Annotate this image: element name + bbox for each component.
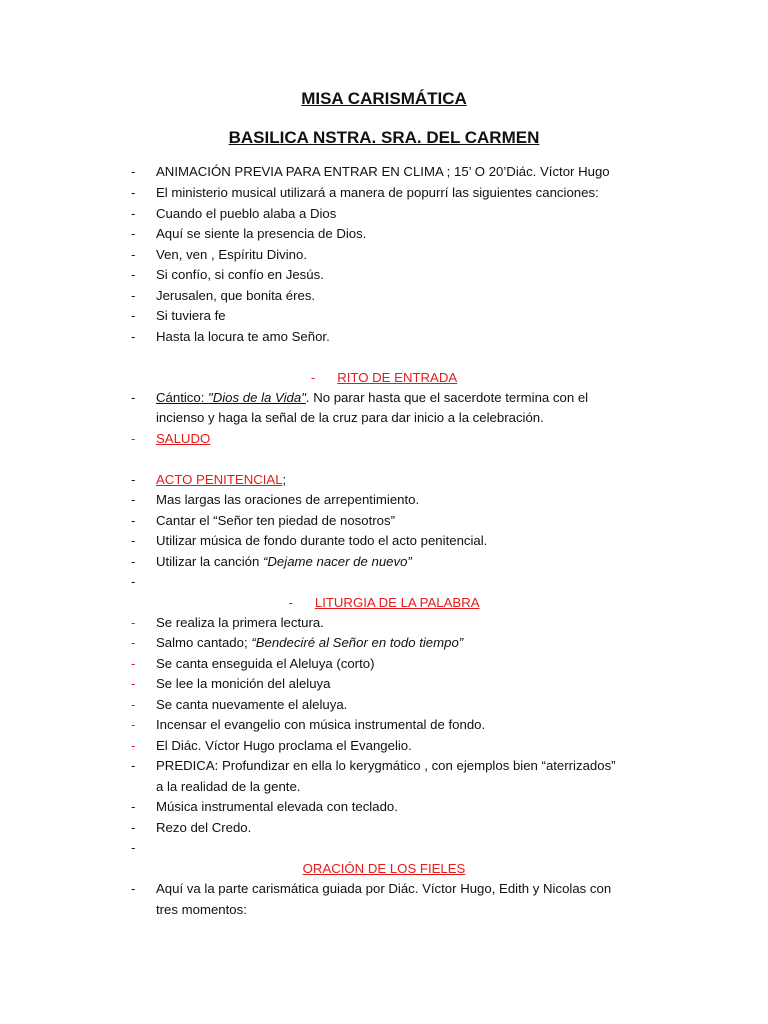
doc-title: MISA CARISMÁTICA (301, 89, 467, 108)
list-item: - Se canta enseguida el Aleluya (corto) (131, 656, 375, 671)
list-item: - Utilizar la canción “Dejame nacer de nuevo” (131, 554, 412, 569)
list-item: - Rezo del Credo. (131, 820, 252, 835)
list-item-continuation: a la realidad de la gente. (156, 779, 301, 794)
list-item-empty: - (131, 840, 136, 855)
list-item: - Cántico: "Dios de la Vida". No parar hasta que el sacerdote termina con el (131, 390, 589, 405)
doc-subtitle: BASILICA NSTRA. SRA. DEL CARMEN (228, 128, 540, 147)
list-item: - El Diác. Víctor Hugo proclama el Evangelio. (131, 738, 412, 753)
list-item: - Si tuviera fe (131, 308, 226, 323)
list-item: - Ven, ven , Espíritu Divino. (131, 247, 307, 262)
list-item: - Aquí se siente la presencia de Dios. (131, 226, 367, 241)
list-item: - Jerusalen, que bonita éres. (131, 288, 316, 303)
list-item: - Utilizar música de fondo durante todo el acto penitencial. (131, 533, 488, 548)
list-item: - Hasta la locura te amo Señor. (131, 329, 330, 344)
section-heading-oracion: ORACIÓN DE LOS FIELES (302, 861, 466, 876)
list-item-continuation: tres momentos: (156, 902, 247, 917)
section-heading-liturgia: - LITURGIA DE LA PALABRA (288, 595, 480, 610)
list-item: - Se realiza la primera lectura. (131, 615, 324, 630)
section-heading-acto: - ACTO PENITENCIAL; (131, 472, 287, 487)
list-item: - Salmo cantado; “Bendeciré al Señor en todo tiempo” (131, 635, 464, 650)
list-item: - Se lee la monición del aleluya (131, 676, 331, 691)
list-item: - Se canta nuevamente el aleluya. (131, 697, 348, 712)
list-item: - PREDICA: Profundizar en ella lo kerygmático , con ejemplos bien “aterrizados” (131, 758, 616, 773)
list-item-continuation: incienso y haga la señal de la cruz para dar inicio a la celebración. (156, 410, 544, 425)
list-item: - Aquí va la parte carismática guiada por Diác. Víctor Hugo, Edith y Nicolas con (131, 881, 612, 896)
list-item: - Cantar el “Señor ten piedad de nosotros” (131, 513, 395, 528)
list-item: - ANIMACIÓN PREVIA PARA ENTRAR EN CLIMA ; 15’ O 20’Diác. Víctor Hugo (131, 164, 610, 179)
list-item: - Cuando el pueblo alaba a Dios (131, 206, 337, 221)
list-item: - Mas largas las oraciones de arrepentimiento. (131, 492, 420, 507)
list-item: - Incensar el evangelio con música instrumental de fondo. (131, 717, 486, 732)
list-item: - SALUDO (131, 431, 211, 446)
list-item: - El ministerio musical utilizará a manera de popurrí las siguientes canciones: (131, 185, 599, 200)
section-heading-rito: - RITO DE ENTRADA (310, 370, 458, 385)
list-item-empty: - (131, 574, 136, 589)
list-item: - Música instrumental elevada con teclado. (131, 799, 398, 814)
list-item: - Si confío, si confío en Jesús. (131, 267, 324, 282)
